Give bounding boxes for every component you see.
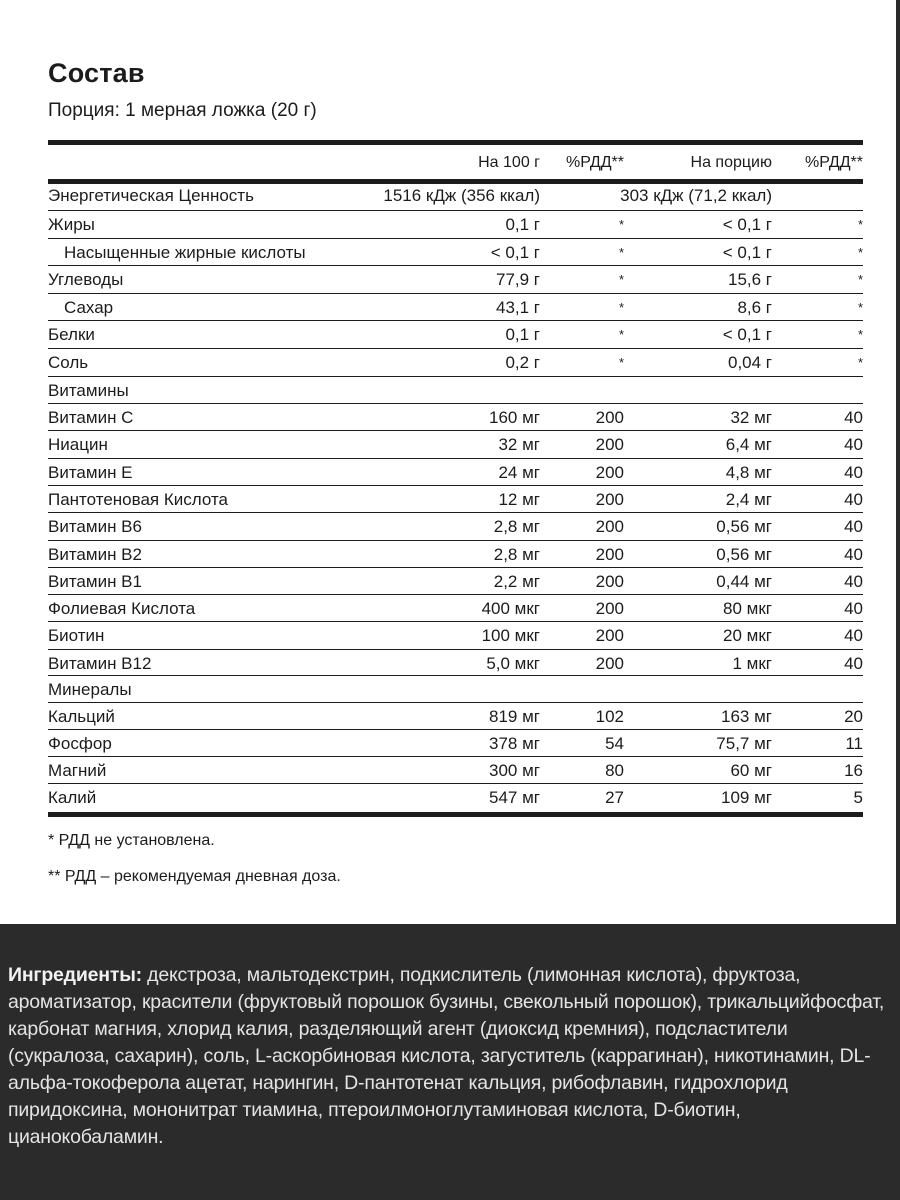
row-name: Витамин Е [48, 462, 133, 482]
energy-divider [48, 210, 863, 211]
row-name: Биотин [48, 626, 105, 646]
row-rdd2: 40 [844, 653, 863, 673]
header-per-portion: На порцию [690, 154, 772, 171]
row-per100: 819 мг [489, 707, 540, 726]
row-divider [48, 485, 863, 486]
row-rdd1: 102 [595, 707, 624, 726]
row-per-portion: 4,8 мг [725, 462, 772, 482]
row-rdd1: 200 [595, 653, 624, 673]
ingredients-label: Ингредиенты: [8, 964, 142, 986]
row-divider [48, 320, 863, 321]
row-rdd1: * [618, 272, 624, 287]
row-per100: 0,1 г [505, 215, 540, 234]
row-rdd1: * [618, 299, 624, 315]
row-per100: 5,0 мкг [486, 653, 540, 673]
row-rdd2: 40 [844, 544, 863, 564]
row-per-portion: 0,44 мг [716, 571, 772, 591]
vitamins-divider [48, 376, 863, 377]
row-per-portion: 6,4 мг [725, 435, 772, 455]
row-per100: 12 мг [498, 489, 540, 509]
row-rdd1: 200 [595, 517, 624, 537]
row-divider [48, 403, 863, 404]
row-per100: 24 мг [498, 462, 540, 482]
row-divider [48, 348, 863, 349]
row-rdd1: 200 [595, 599, 624, 619]
row-per-portion: 15,6 г [727, 270, 772, 289]
footnote-rdd-not-set: * РДД не установлена. [48, 832, 215, 849]
row-rdd1: 200 [595, 571, 624, 591]
row-rdd2: 40 [844, 408, 863, 427]
minerals-divider [48, 675, 863, 676]
row-rdd2: 40 [844, 599, 863, 619]
row-per-portion: 60 мг [730, 761, 772, 780]
row-divider [48, 430, 863, 431]
footnote-rdd-definition: ** РДД – рекомендуемая дневная доза. [48, 868, 341, 885]
row-per100: 160 мг [489, 408, 540, 427]
row-rdd2: 16 [844, 761, 863, 780]
row-name: Витамин В1 [48, 571, 142, 591]
table-row [48, 731, 863, 757]
row-rdd2: * [857, 244, 863, 260]
row-per-portion: 109 мг [721, 788, 772, 807]
energy-per100: 1516 кДж (356 ккал) [383, 186, 540, 205]
row-per-portion: 163 мг [721, 707, 772, 726]
row-per100: 0,2 г [505, 352, 540, 372]
table-bottom-rule [48, 812, 863, 817]
row-rdd2: * [857, 327, 863, 342]
row-name: Витамин В6 [48, 517, 142, 537]
energy-row [48, 183, 863, 209]
table-row [48, 569, 863, 595]
row-rdd1: 200 [595, 462, 624, 482]
row-name: Магний [48, 761, 107, 780]
table-row [48, 405, 863, 431]
row-rdd1: 200 [595, 489, 624, 509]
vitamins-header: Витамины [48, 381, 129, 400]
row-name: Витамин В2 [48, 544, 142, 564]
table-row [48, 758, 863, 784]
row-per100: 100 мкг [481, 626, 540, 646]
row-per100: 2,2 мг [493, 571, 540, 591]
header-rdd1: %РДД** [566, 154, 624, 171]
table-row [48, 267, 863, 293]
row-rdd2: * [857, 272, 863, 287]
row-rdd2: 40 [844, 435, 863, 455]
table-row [48, 651, 863, 677]
portion-size: Порция: 1 мерная ложка (20 г) [48, 100, 317, 121]
row-divider [48, 265, 863, 266]
row-per-portion: 0,04 г [727, 352, 772, 372]
row-name: Сахар [64, 297, 114, 317]
row-per-portion: 1 мкг [732, 653, 772, 673]
row-name: Кальций [48, 707, 115, 726]
table-row [48, 350, 863, 376]
header-per100: На 100 г [478, 154, 540, 171]
row-rdd1: 200 [595, 435, 624, 455]
row-divider [48, 621, 863, 622]
table-row [48, 295, 863, 321]
row-rdd2: 40 [844, 462, 863, 482]
row-rdd1: 200 [595, 544, 624, 564]
row-per-portion: 0,56 мг [716, 517, 772, 537]
row-per100: 0,1 г [505, 325, 540, 344]
row-divider [48, 512, 863, 513]
table-row [48, 460, 863, 486]
table-row [48, 432, 863, 458]
row-per-portion: 32 мг [730, 408, 772, 427]
table-row [48, 623, 863, 649]
ingredients-list: декстроза, мальтодекстрин, подкислитель (лимонная кислота), фруктоза, ароматизатор, красители (фруктовый порошок бузины, свекольный порошок), трикальцийфосфат, карбонат магния, хлорид калия, разделяющий агент (диоксид кремния), подсластители (сукралоза, сахарин), соль, L-аскорбиновая кислота, загуститель (каррагинан), никотинамин, DL-альфа-токоферола ацетат, нарингин, D-пантотенат кальция, рибофлавин, гидрохлорид пиридоксина, мононитрат тиамина, птероилмоноглутаминовая кислота, D-биотин, цианокобаламин. [8, 964, 885, 1148]
row-rdd1: 54 [605, 734, 624, 753]
row-per100: 2,8 мг [493, 544, 540, 564]
row-per-portion: 75,7 мг [716, 734, 772, 753]
energy-name: Энергетическая Ценность [48, 186, 254, 205]
row-divider [48, 702, 863, 703]
row-name: Насыщенные жирные кислоты [64, 242, 306, 262]
row-per100: 32 мг [498, 435, 540, 455]
row-per100: 2,8 мг [493, 517, 540, 537]
row-rdd2: 20 [844, 707, 863, 726]
table-row [48, 514, 863, 540]
row-name: Пантотеновая Кислота [48, 489, 228, 509]
row-rdd1: 80 [605, 761, 624, 780]
row-rdd1: * [618, 244, 624, 260]
row-rdd2: 40 [844, 571, 863, 591]
row-per-portion: < 0,1 г [722, 215, 772, 234]
row-rdd2: 40 [844, 626, 863, 646]
row-divider [48, 238, 863, 239]
row-name: Белки [48, 325, 95, 344]
row-name: Витамин В12 [48, 653, 152, 673]
row-name: Соль [48, 352, 89, 372]
table-row [48, 212, 863, 238]
row-per-portion: 2,4 мг [725, 489, 772, 509]
header-rdd2: %РДД** [805, 154, 863, 171]
row-rdd2: * [857, 217, 863, 232]
row-per-portion: < 0,1 г [722, 325, 772, 344]
row-name: Ниацин [48, 435, 108, 455]
row-per-portion: 20 мкг [723, 626, 772, 646]
minerals-section-header [48, 677, 863, 703]
row-divider [48, 756, 863, 757]
row-rdd2: 40 [844, 517, 863, 537]
table-row [48, 487, 863, 513]
ingredients-panel [0, 924, 900, 1200]
row-rdd2: 40 [844, 489, 863, 509]
row-name: Фолиевая Кислота [48, 599, 196, 619]
table-header [48, 150, 863, 176]
table-row [48, 785, 863, 811]
row-per-portion: 8,6 г [737, 297, 772, 317]
vitamins-section-header [48, 378, 863, 404]
row-per100: 547 мг [489, 788, 540, 807]
table-row [48, 322, 863, 348]
row-divider [48, 729, 863, 730]
table-row [48, 704, 863, 730]
row-per100: 43,1 г [495, 297, 540, 317]
row-rdd2: 5 [853, 788, 863, 807]
row-per100: 378 мг [489, 734, 540, 753]
row-rdd1: * [618, 327, 624, 342]
row-name: Жиры [48, 215, 95, 234]
row-name: Фосфор [48, 734, 112, 753]
ingredients-text [8, 962, 892, 1151]
minerals-header: Минералы [48, 680, 132, 699]
row-rdd1: * [618, 354, 624, 370]
table-row [48, 542, 863, 568]
row-per-portion: 0,56 мг [716, 544, 772, 564]
row-per100: 300 мг [489, 761, 540, 780]
row-name: Витамин С [48, 408, 134, 427]
frame-edge [896, 0, 900, 924]
row-divider [48, 649, 863, 650]
row-divider [48, 783, 863, 784]
row-rdd1: 27 [605, 788, 624, 807]
row-divider [48, 540, 863, 541]
row-divider [48, 458, 863, 459]
row-name: Углеводы [48, 270, 124, 289]
row-divider [48, 567, 863, 568]
row-divider [48, 293, 863, 294]
row-rdd1: 200 [595, 408, 624, 427]
row-per-portion: < 0,1 г [722, 242, 772, 262]
table-row [48, 240, 863, 266]
row-per100: 77,9 г [495, 270, 540, 289]
row-per100: 400 мкг [481, 599, 540, 619]
page-title: Состав [48, 58, 145, 88]
row-rdd2: 11 [845, 734, 863, 753]
table-top-rule [48, 140, 863, 145]
row-divider [48, 594, 863, 595]
row-rdd2: * [857, 299, 863, 315]
row-rdd1: * [618, 217, 624, 232]
row-rdd1: 200 [595, 626, 624, 646]
row-per-portion: 80 мкг [723, 599, 772, 619]
row-per100: < 0,1 г [490, 242, 540, 262]
row-rdd2: * [857, 354, 863, 370]
energy-per-portion: 303 кДж (71,2 ккал) [620, 186, 772, 205]
row-name: Калий [48, 788, 97, 807]
table-row [48, 596, 863, 622]
